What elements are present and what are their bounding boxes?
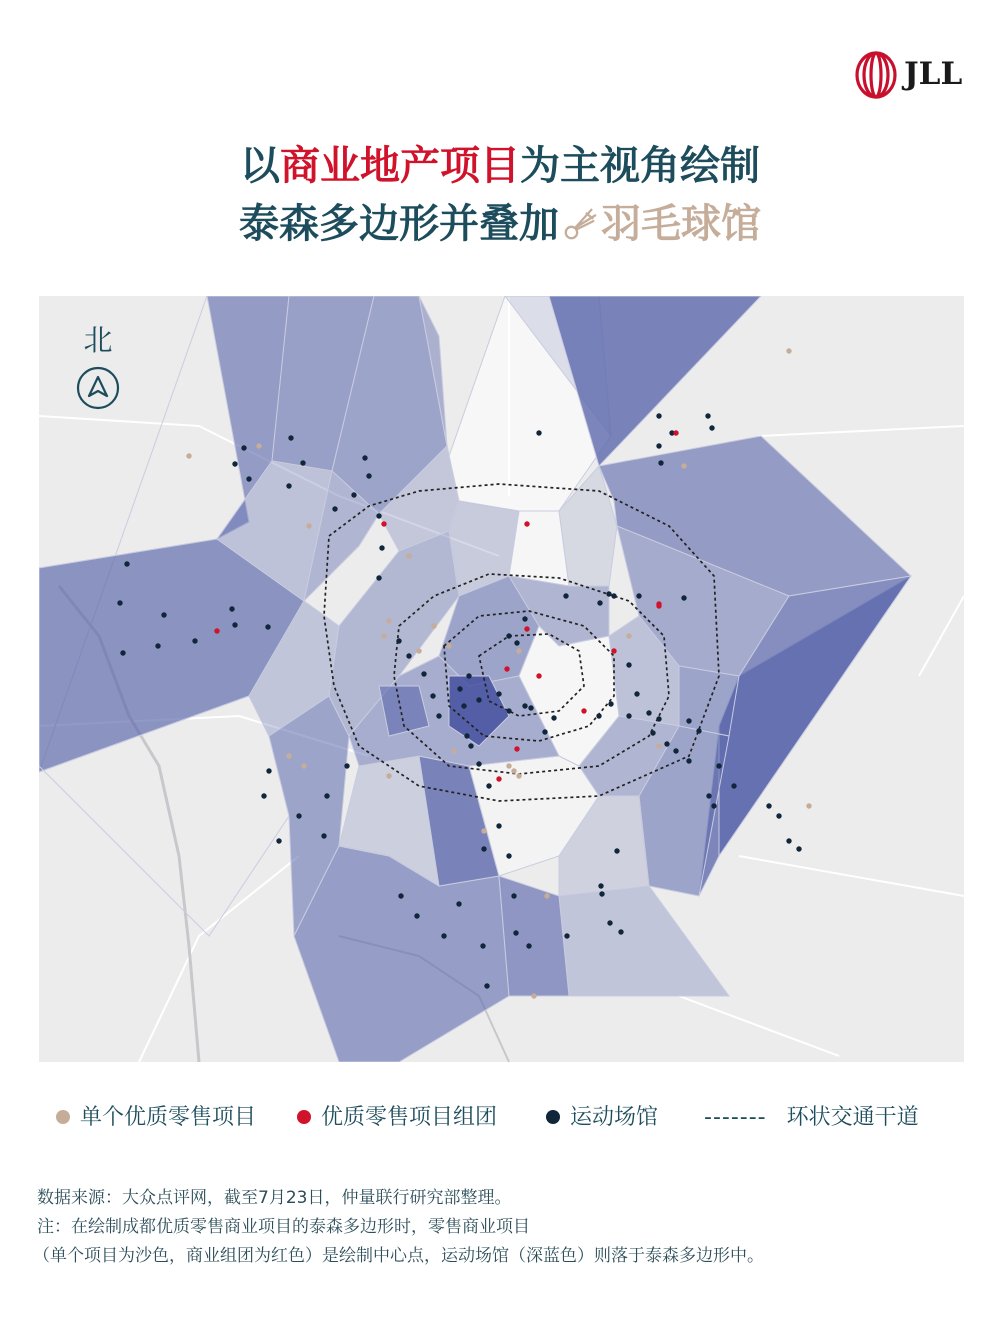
single-retail-point xyxy=(301,763,306,768)
sports-venue-point xyxy=(776,813,781,818)
sports-venue-point xyxy=(376,575,381,580)
sports-venue-point xyxy=(366,473,371,478)
sports-venue-point xyxy=(232,461,237,466)
sports-venue-point xyxy=(650,730,655,735)
retail-cluster-point xyxy=(581,708,586,713)
sports-venue-point xyxy=(376,513,381,518)
sports-venue-point xyxy=(522,703,527,708)
sports-venue-point xyxy=(611,593,616,598)
sports-venue-point xyxy=(324,793,329,798)
retail-cluster-point xyxy=(514,746,519,751)
single-retail-point xyxy=(416,648,421,653)
note-source: 数据来源：大众点评网，截至7月23日，仲量联行研究部整理。 xyxy=(37,1188,512,1208)
sports-venue-point xyxy=(536,430,541,435)
single-retail-point xyxy=(516,773,521,778)
single-retail-point xyxy=(681,463,686,468)
sports-venue-point xyxy=(414,913,419,918)
single-retail-point xyxy=(451,748,456,753)
sports-venue-point xyxy=(614,848,619,853)
sports-venue-point xyxy=(526,943,531,948)
north-arrow-icon xyxy=(76,366,120,410)
sports-venue-point xyxy=(441,933,446,938)
sports-venue-point xyxy=(608,701,613,706)
sports-venue-point xyxy=(664,741,669,746)
sports-venue-point xyxy=(229,606,234,611)
sports-venue-point xyxy=(296,813,301,818)
sports-venue-point xyxy=(288,435,293,440)
retail-cluster-point xyxy=(524,626,529,631)
sports-venue-point xyxy=(786,838,791,843)
sports-venue-point xyxy=(514,640,519,645)
legend-swatch-single-retail xyxy=(56,1110,70,1124)
sports-venue-point xyxy=(396,638,401,643)
legend-item-sports-venue: 运动场馆 xyxy=(546,1101,658,1135)
retail-cluster-point xyxy=(524,521,529,526)
sports-venue-point xyxy=(379,545,384,550)
sports-venue-point xyxy=(421,671,426,676)
sports-venue-point xyxy=(706,793,711,798)
sports-venue-point xyxy=(484,983,489,988)
sports-venue-point xyxy=(362,455,367,460)
sports-venue-point xyxy=(542,729,547,734)
single-retail-point xyxy=(386,618,391,623)
sports-venue-point xyxy=(117,600,122,605)
sports-venue-point xyxy=(332,506,337,511)
single-retail-point xyxy=(516,648,521,653)
sports-venue-point xyxy=(626,713,631,718)
sports-venue-point xyxy=(551,715,556,720)
sports-venue-point xyxy=(344,763,349,768)
legend-item-ring-road: ------- 环状交通干道 xyxy=(704,1101,919,1135)
legend-item-retail-cluster: 优质零售项目组团 xyxy=(297,1101,497,1135)
sports-venue-point xyxy=(480,943,485,948)
sports-venue-point xyxy=(618,929,623,934)
sports-venue-point xyxy=(261,793,266,798)
sports-venue-point xyxy=(731,783,736,788)
sports-venue-point xyxy=(656,716,661,721)
sports-venue-point xyxy=(658,460,663,465)
single-retail-point xyxy=(786,348,791,353)
source-notes xyxy=(33,1184,764,1271)
single-retail-point xyxy=(406,553,411,558)
sports-venue-point xyxy=(120,650,125,655)
retail-cluster-point xyxy=(611,648,616,653)
single-retail-point xyxy=(306,523,311,528)
single-retail-point xyxy=(806,803,811,808)
sports-venue-point xyxy=(656,413,661,418)
single-retail-point xyxy=(256,443,261,448)
single-retail-point xyxy=(544,893,549,898)
sports-venue-point xyxy=(709,425,714,430)
sports-venue-point xyxy=(476,761,481,766)
single-retail-point xyxy=(511,768,516,773)
single-retail-point xyxy=(506,763,511,768)
sports-venue-point xyxy=(300,460,305,465)
single-retail-point xyxy=(286,753,291,758)
retail-cluster-point xyxy=(381,521,386,526)
sports-venue-point xyxy=(716,763,721,768)
sports-venue-point xyxy=(496,691,501,696)
map-legend xyxy=(0,1101,1000,1135)
sports-venue-point xyxy=(406,653,411,658)
sports-venue-point xyxy=(636,593,641,598)
sports-venue-point xyxy=(476,697,481,702)
note-line-2: （单个项目为沙色，商业组团为红色）是绘制中心点，运动场馆（深蓝色）则落于泰森多边形中。 xyxy=(33,1246,764,1266)
sports-venue-point xyxy=(461,703,466,708)
voronoi-map xyxy=(39,296,964,1062)
voronoi-cells xyxy=(39,296,911,1062)
sports-venue-point xyxy=(155,643,160,648)
sports-venue-point xyxy=(398,893,403,898)
sports-venue-point xyxy=(696,728,701,733)
retail-cluster-point xyxy=(496,776,501,781)
sports-venue-point xyxy=(686,718,691,723)
sports-venue-point xyxy=(468,743,473,748)
sports-venue-point xyxy=(246,476,251,481)
legend-swatch-retail-cluster xyxy=(297,1110,311,1124)
sports-venue-point xyxy=(506,708,511,713)
single-retail-point xyxy=(481,828,486,833)
sports-venue-point xyxy=(528,705,533,710)
sports-venue-point xyxy=(597,600,602,605)
sports-venue-point xyxy=(265,624,270,629)
single-retail-point xyxy=(186,453,191,458)
sports-venue-point xyxy=(599,891,604,896)
sports-venue-point xyxy=(496,823,501,828)
sports-venue-point xyxy=(192,638,197,643)
sports-venue-point xyxy=(486,783,491,788)
sports-venue-point xyxy=(606,591,611,596)
sports-venue-point xyxy=(430,693,435,698)
sports-venue-point xyxy=(596,713,601,718)
page-title-line1: 以商业地产项目为主视角绘制 xyxy=(240,143,760,189)
single-retail-point xyxy=(656,743,661,748)
retail-cluster-point xyxy=(504,666,509,671)
sports-venue-point xyxy=(598,883,603,888)
sports-venue-point xyxy=(276,838,281,843)
single-retail-point xyxy=(381,633,386,638)
sports-venue-point xyxy=(232,622,237,627)
sports-venue-point xyxy=(321,833,326,838)
sports-venue-point xyxy=(506,633,511,638)
sports-venue-point xyxy=(456,901,461,906)
legend-item-single-retail: 单个优质零售项目 xyxy=(56,1101,256,1135)
sports-venue-point xyxy=(286,483,291,488)
retail-cluster-point xyxy=(536,673,541,678)
retail-cluster-point xyxy=(656,601,661,606)
retail-cluster-point xyxy=(214,628,219,633)
sports-venue-point xyxy=(681,595,686,600)
sports-venue-point xyxy=(124,561,129,566)
retail-cluster-point xyxy=(673,430,678,435)
sports-venue-point xyxy=(564,933,569,938)
north-indicator xyxy=(76,322,120,410)
sports-venue-point xyxy=(436,713,441,718)
sports-venue-point xyxy=(563,593,568,598)
single-retail-point xyxy=(626,633,631,638)
shuttlecock-icon xyxy=(561,204,599,242)
sports-venue-point xyxy=(626,662,631,667)
sports-venue-point xyxy=(481,846,486,851)
legend-ring-road-symbol: ------- xyxy=(704,1105,767,1130)
sports-venue-point xyxy=(161,612,166,617)
sports-venue-point xyxy=(646,710,651,715)
north-label: 北 xyxy=(83,323,113,357)
sports-venue-point xyxy=(266,768,271,773)
sports-venue-point xyxy=(607,920,612,925)
sports-venue-point xyxy=(634,691,639,696)
sports-venue-point xyxy=(686,758,691,763)
single-retail-point xyxy=(446,643,451,648)
sports-venue-point xyxy=(464,733,469,738)
page-title-line2: 泰森多边形并叠加 羽毛球馆 xyxy=(239,201,761,247)
sports-venue-point xyxy=(656,443,661,448)
sports-venue-point xyxy=(673,748,678,753)
single-retail-point xyxy=(531,993,536,998)
sports-venue-point xyxy=(351,492,356,497)
legend-swatch-sports-venue xyxy=(546,1110,560,1124)
sports-venue-point xyxy=(457,686,462,691)
sports-venue-point xyxy=(511,893,516,898)
sports-venue-point xyxy=(506,853,511,858)
note-line-1: 注：在绘制成都优质零售商业项目的泰森多边形时，零售商业项目 xyxy=(37,1217,530,1237)
sports-venue-point xyxy=(796,846,801,851)
sports-venue-point xyxy=(522,616,527,621)
single-retail-point xyxy=(431,623,436,628)
sports-venue-point xyxy=(513,930,518,935)
sports-venue-point xyxy=(705,413,710,418)
logo-text: JLL xyxy=(904,56,963,92)
single-retail-point xyxy=(386,773,391,778)
sports-venue-point xyxy=(766,803,771,808)
sports-venue-point xyxy=(466,673,471,678)
sports-venue-point xyxy=(241,445,246,450)
sports-venue-point xyxy=(711,803,716,808)
